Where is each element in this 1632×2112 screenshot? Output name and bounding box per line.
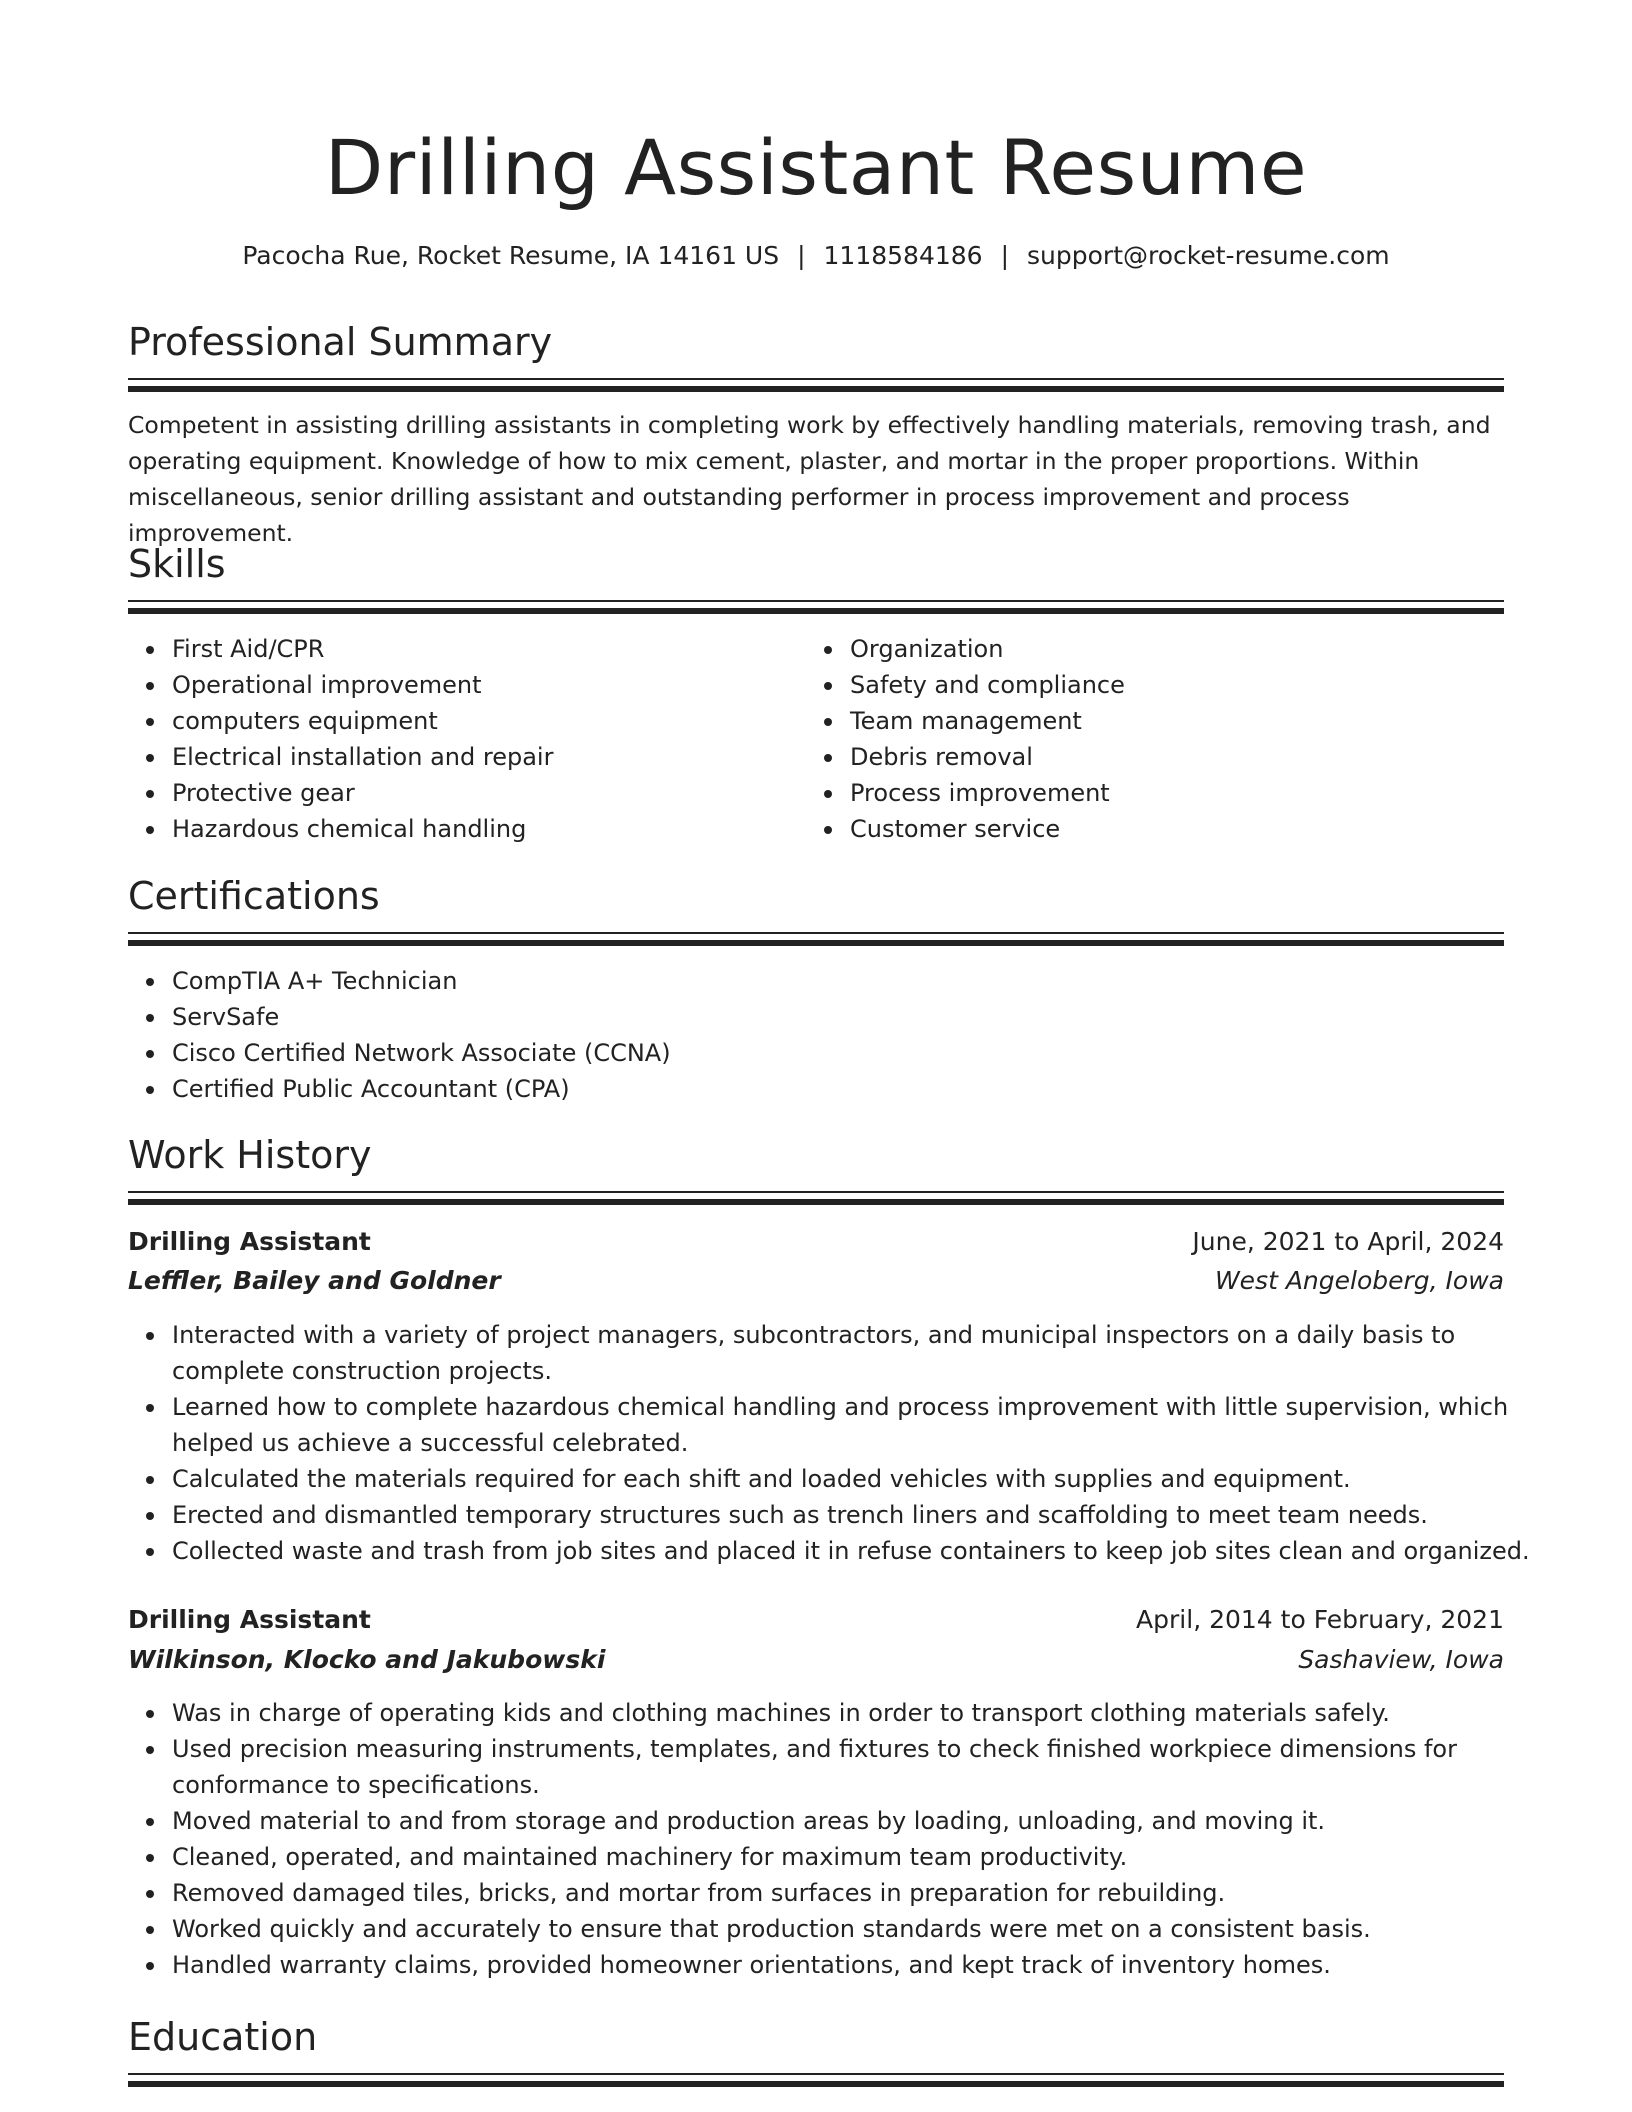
section-divider — [128, 1191, 1504, 1205]
list-item: Certified Public Accountant (CPA) — [172, 1071, 1472, 1107]
contact-separator: | — [1000, 241, 1010, 270]
section-divider — [128, 2073, 1504, 2087]
list-item: Operational improvement — [172, 667, 802, 703]
summary-text: Competent in assisting drilling assistants in completing work by effectively handling materials, removing trash, and operating equipment. Knowledge of how to mix cement, plaster, and mortar in the proper proportions. Within miscellaneous, senior drilling assistant and outstanding performer in process improvement and process improvement. — [128, 411, 1491, 547]
resume-title: Drilling Assistant Resume — [324, 123, 1308, 212]
list-item: Moved material to and from storage and production areas by loading, unloading, and moving it. — [172, 1803, 1548, 1839]
job-duties-list — [128, 1317, 1548, 1569]
list-item: Handled warranty claims, provided homeowner orientations, and kept track of inventory homes. — [172, 1947, 1548, 1983]
list-item: Debris removal — [850, 739, 1500, 775]
skills-list-left — [128, 631, 802, 847]
section-heading-certifications: Certifications — [128, 874, 380, 918]
job-company: Wilkinson, Klocko and Jakubowski — [128, 1645, 606, 1674]
list-item: Cleaned, operated, and maintained machinery for maximum team productivity. — [172, 1839, 1548, 1875]
list-item: Collected waste and trash from job sites and placed it in refuse containers to keep job sites clean and organized. — [172, 1533, 1548, 1569]
list-item: CompTIA A+ Technician — [172, 963, 1472, 999]
list-item: Erected and dismantled temporary structures such as trench liners and scaffolding to meet team needs. — [172, 1497, 1548, 1533]
certifications-list — [128, 963, 1472, 1107]
job-company: Leffler, Bailey and Goldner — [128, 1266, 501, 1295]
section-heading-skills: Skills — [128, 542, 226, 586]
contact-separator: | — [797, 241, 806, 270]
list-item: Interacted with a variety of project managers, subcontractors, and municipal inspectors on a daily basis to complete construction projects. — [172, 1317, 1548, 1389]
list-item: Removed damaged tiles, bricks, and mortar from surfaces in preparation for rebuilding. — [172, 1875, 1548, 1911]
job-location: Sashaview, Iowa — [1298, 1645, 1504, 1674]
list-item: Cisco Certified Network Associate (CCNA) — [172, 1035, 1472, 1071]
list-item: Learned how to complete hazardous chemical handling and process improvement with little supervision, which helped us achieve a successful celebrated. — [172, 1389, 1548, 1461]
list-item: Electrical installation and repair — [172, 739, 802, 775]
job-title: Drilling Assistant — [128, 1227, 371, 1256]
contact-email[interactable]: support@rocket-resume.com — [1027, 241, 1390, 270]
list-item: Safety and compliance — [850, 667, 1500, 703]
list-item: Worked quickly and accurately to ensure that production standards were met on a consistent basis. — [172, 1911, 1548, 1947]
list-item: computers equipment — [172, 703, 802, 739]
section-divider — [128, 932, 1504, 946]
job-title: Drilling Assistant — [128, 1605, 371, 1634]
list-item: ServSafe — [172, 999, 1472, 1035]
list-item: Process improvement — [850, 775, 1500, 811]
contact-line — [128, 240, 1504, 272]
section-divider — [128, 600, 1504, 614]
list-item: Hazardous chemical handling — [172, 811, 802, 847]
list-item: Used precision measuring instruments, templates, and fixtures to check finished workpiece dimensions for conformance to specifications. — [172, 1731, 1548, 1803]
section-heading-summary: Professional Summary — [128, 320, 553, 364]
list-item: Team management — [850, 703, 1500, 739]
list-item: First Aid/CPR — [172, 631, 802, 667]
contact-phone: 1118584186 — [823, 241, 983, 270]
job-location: West Angeloberg, Iowa — [1214, 1266, 1504, 1295]
contact-address: Pacocha Rue, Rocket Resume, IA 14161 US — [242, 241, 780, 270]
list-item: Customer service — [850, 811, 1500, 847]
skills-list-right — [806, 631, 1500, 847]
list-item: Organization — [850, 631, 1500, 667]
section-heading-education: Education — [128, 2015, 318, 2059]
job-dates: April, 2014 to February, 2021 — [1136, 1605, 1504, 1634]
job-dates: June, 2021 to April, 2024 — [1192, 1227, 1504, 1256]
list-item: Was in charge of operating kids and clothing machines in order to transport clothing materials safely. — [172, 1695, 1548, 1731]
list-item: Protective gear — [172, 775, 802, 811]
section-divider — [128, 378, 1504, 392]
list-item: Calculated the materials required for each shift and loaded vehicles with supplies and equipment. — [172, 1461, 1548, 1497]
job-duties-list — [128, 1695, 1548, 1983]
section-heading-work-history: Work History — [128, 1133, 372, 1177]
